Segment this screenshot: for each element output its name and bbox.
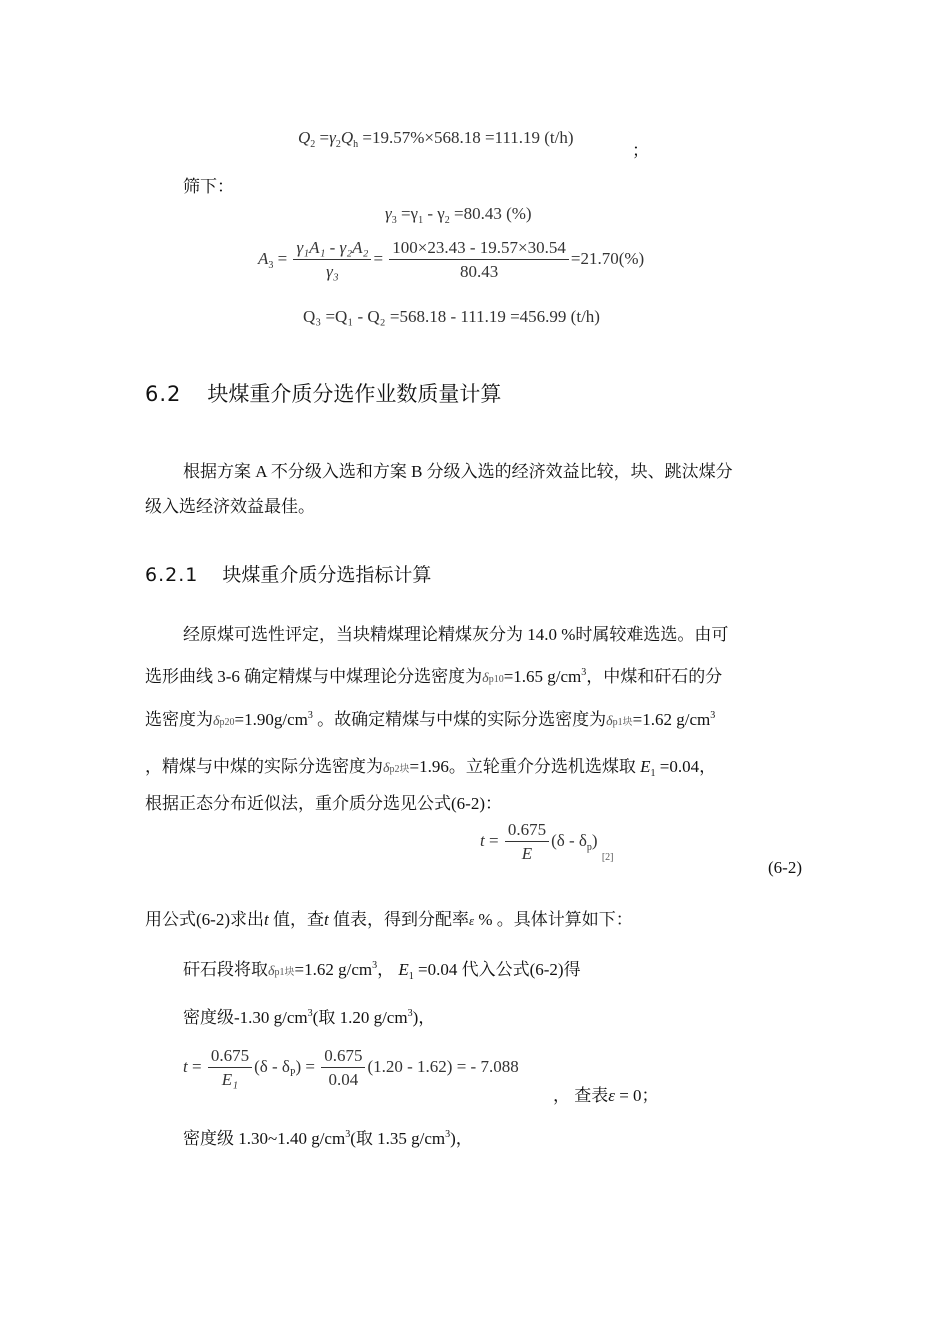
eq-rhs: =19.57%×568.18 =111.19 (t/h) [362, 128, 574, 147]
eq-subscript: h [353, 139, 359, 150]
eq-subscript: P [289, 1067, 296, 1079]
equation-t-calc [183, 1046, 519, 1090]
fraction-numerator: 0.675 [208, 1046, 252, 1068]
section-title: 块煤重介质分选作业数质量计算 [207, 382, 502, 406]
paragraph-line: 根据方案 A 不分级入选和方案 B 分级入选的经济效益比较，块、跳汰煤分 [183, 462, 733, 481]
paragraph-line: 根据正态分布近似法，重介质分选见公式(6-2)： [145, 794, 502, 813]
equation-gamma3 [385, 204, 532, 226]
fraction-numerator: γ₁A₁ - γ₂A₂ [293, 238, 371, 260]
superscript: 3 [345, 1129, 351, 1140]
paragraph-line [183, 1124, 473, 1149]
eq-subscript: 2 [444, 215, 450, 226]
text-run: 矸石段将取 [183, 960, 268, 979]
equation-6-2 [480, 820, 614, 864]
eq-subscript: 3 [391, 215, 397, 226]
text-run: ，精煤与中煤的实际分选密度为 [145, 757, 383, 776]
eq-symbol: E [640, 757, 651, 776]
punctuation: ； [641, 1086, 659, 1105]
text-run: 。故确定精煤与中煤的实际分选密度为 [317, 710, 607, 729]
eq-subscript: 2 [310, 139, 316, 150]
eq-part: =γ [396, 204, 419, 223]
text-run: 值表，得到分配率 [328, 910, 469, 929]
delta-symbol: δ [606, 714, 613, 729]
section-number: 6.2.1 [145, 564, 199, 586]
text-run: 值，查 [268, 910, 324, 929]
superscript: 3 [307, 1008, 313, 1019]
eq-subscript: 2 [335, 139, 341, 150]
section-number: 6.2 [145, 382, 182, 406]
unit: g/cm [547, 667, 582, 686]
delta-symbol: δ [268, 964, 275, 979]
eq-symbol: t [323, 910, 329, 929]
value: =1.96 [409, 757, 449, 776]
punctuation: ， [699, 757, 717, 776]
eq-part: ) [591, 830, 598, 850]
eq-symbol: γ [385, 204, 392, 223]
text-run: 。立轮重介分选机选煤取 [448, 757, 636, 776]
subscript: p20 [219, 717, 235, 728]
text-run: % [474, 910, 493, 929]
fraction-denominator: 80.43 [459, 262, 499, 281]
delta-symbol: δ [482, 671, 489, 686]
value: =0.04 [655, 757, 700, 776]
paragraph-line [145, 905, 633, 930]
eq-subscript: p [586, 841, 592, 853]
eq-symbol: t [480, 830, 485, 850]
subscript: p1块 [274, 967, 295, 978]
superscript: 3 [445, 1129, 451, 1140]
value: =1.62 [632, 710, 672, 729]
text-run: 密度级 1.30~1.40 g/cm [183, 1129, 346, 1148]
text-run: ， 查表 [553, 1086, 609, 1105]
text-run: )， [450, 1129, 473, 1148]
eq-part: ) = [295, 1056, 315, 1076]
fraction-denominator: 0.04 [328, 1070, 359, 1089]
text-run: 选形曲线 3-6 确定精煤与中煤理论分选密度为 [145, 667, 483, 686]
superscript: 3 [710, 710, 716, 721]
text-run: (取 1.20 g/cm [312, 1008, 408, 1027]
eq-part: (δ - δ [254, 1056, 290, 1076]
eq-symbol: Q [340, 128, 354, 147]
value: =1.62 g/cm [294, 960, 373, 979]
eq-part: = [187, 1056, 202, 1076]
label-under-screen: 筛下： [183, 177, 234, 196]
paragraph-line [145, 662, 722, 687]
superscript: 3 [307, 710, 313, 721]
paragraph-line [183, 955, 581, 982]
unit: g/cm [676, 710, 711, 729]
equation-a3: $A_3$ = $\frac{\text{γ₁A₁ - γ₂A₂}}{\text{γ₃}}$ = $\frac{100\times 23.43 - 19.57\times 30.54}{80.43}$ =21.70(%) [258, 238, 645, 281]
paragraph-line [183, 1003, 435, 1028]
eq-symbol: t [263, 910, 269, 929]
eq-rhs: (1.20 - 1.62) = - 7.088 [367, 1056, 519, 1076]
fraction-denominator: E [521, 844, 533, 863]
text-run: 用公式(6-2)求出 [145, 910, 264, 929]
text-run: 代入公式(6-2)得 [457, 960, 581, 979]
text-run: 选密度为 [145, 710, 213, 729]
text-run: )， [412, 1008, 436, 1027]
subscript: p2块 [389, 764, 410, 775]
citation: [2] [601, 851, 614, 863]
eq-part: = [484, 830, 499, 850]
eq-symbol: t [183, 1056, 188, 1076]
superscript: 3 [581, 667, 587, 678]
equation-q3: Q₃ =Q₁ - Q₂ =568.18 - 111.19 =456.99 (t/h) [303, 307, 600, 326]
equation-q2-tail: ； [632, 141, 649, 160]
text-run: 密度级-1.30 g/cm [183, 1008, 308, 1027]
lookup-result [553, 1081, 659, 1106]
eq-rhs: =21.70(%) [570, 248, 645, 268]
eq-part: - γ [423, 204, 445, 223]
eq-subscript: 3 [268, 259, 274, 271]
punctuation: ， [377, 960, 395, 979]
eq-part: (δ - δ [551, 830, 587, 850]
fraction [389, 238, 569, 282]
eq-part: =80.43 (%) [449, 204, 532, 223]
delta-symbol: δ [383, 761, 390, 776]
fraction-denominator: E₁ [221, 1070, 239, 1089]
epsilon-symbol: ε [608, 1086, 615, 1105]
paragraph-line: 级入选经济效益最佳。 [145, 497, 315, 516]
value: =0.04 [413, 960, 458, 979]
section-title: 块煤重介质分选指标计算 [222, 564, 432, 586]
equation-q2: $Q_2 =\gamma_2Q_h =19.57\%\times 568.18 =111.19$ (t/h) [298, 128, 574, 150]
section-heading-6-2-1 [145, 560, 431, 587]
epsilon-symbol: ε [468, 913, 475, 928]
subscript: p1块 [612, 717, 633, 728]
subscript: p10 [488, 674, 504, 685]
text-run: 。具体计算如下： [492, 910, 633, 929]
value: = 0 [614, 1086, 642, 1105]
eq-symbol: Q [298, 128, 311, 147]
eq-subscript: 1 [650, 768, 656, 779]
eq-subscript: 1 [418, 215, 424, 226]
fraction [505, 820, 549, 864]
text-run: ，中煤和矸石的分 [586, 667, 723, 686]
paragraph-line [145, 752, 716, 779]
fraction-numerator: 100×23.43 - 19.57×30.54 [389, 238, 569, 260]
text-run: (取 1.35 g/cm [350, 1129, 446, 1148]
superscript: 3 [407, 1008, 413, 1019]
unit: g/cm [273, 710, 308, 729]
equation-label: (6-2) [768, 858, 802, 877]
fraction [293, 238, 371, 282]
section-heading-6-2 [145, 378, 501, 408]
fraction [208, 1046, 252, 1090]
paragraph-line: 经原煤可选性评定，当块精煤理论精煤灰分为 14.0 %时属较难选选。由可 [183, 625, 729, 644]
delta-symbol: δ [213, 714, 220, 729]
fraction-numerator: 0.675 [505, 820, 549, 842]
value: =1.90 [234, 710, 274, 729]
eq-symbol: γ [329, 128, 336, 147]
paragraph-line [145, 705, 715, 730]
eq-symbol: E [398, 960, 409, 979]
value: =1.65 [503, 667, 544, 686]
superscript: 3 [372, 960, 378, 971]
fraction-numerator: 0.675 [321, 1046, 365, 1068]
eq-subscript: 1 [408, 971, 414, 982]
fraction-denominator: γ₃ [326, 262, 339, 281]
eq-symbol: A [258, 248, 269, 268]
fraction [321, 1046, 365, 1090]
